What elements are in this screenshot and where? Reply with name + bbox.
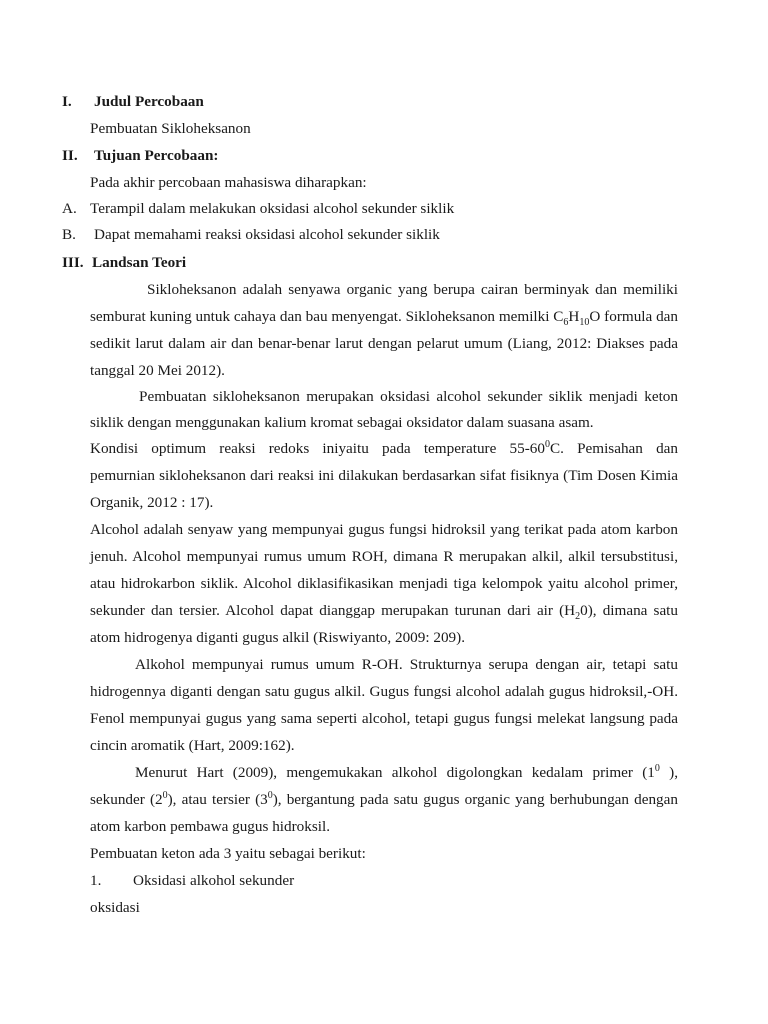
list-item-b-text: Dapat memahami reaksi oksidasi alcohol sekunder siklik (94, 226, 440, 243)
p3-line-2: pemurnian sikloheksanon dari reaksi ini dilakukan berdasarkan sifat fisiknya (Tim Dosen Kimia (90, 467, 678, 484)
p5-line-2: hidrogennya diganti dengan satu gugus alkil. Gugus fungsi alcohol adalah gugus hidroksil,-OH. (90, 683, 678, 700)
numbered-item-1-marker: 1. (90, 872, 102, 889)
section-3-number: III. (62, 254, 84, 271)
p7-line: Pembuatan keton ada 3 yaitu sebagai berikut: (90, 845, 366, 862)
section-3-title: Landsan Teori (92, 254, 187, 271)
p1-line-4: tanggal 20 Mei 2012). (90, 362, 225, 379)
p6-line-3: atom karbon pembawa gugus hidroksil. (90, 818, 331, 835)
section-2-number: II. (62, 147, 78, 164)
p6-line-1: Menurut Hart (2009), mengemukakan alkohol digolongkan kedalam primer ($1^0$ ), (135, 762, 678, 781)
list-item-a-text: Terampil dalam melakukan oksidasi alcohol sekunder siklik (90, 200, 455, 217)
p2-line-2: siklik dengan menggunakan kalium kromat sebagai oksidator dalam suasana asam. (90, 414, 594, 431)
p6-line-2: sekunder $(2^0)$, atau tersier $(3^0)$, bergantung pada satu gugus organic yang berhubungan dengan (90, 789, 678, 808)
last-line: oksidasi (90, 899, 140, 916)
p3-line-3: Organik, 2012 : 17). (90, 494, 214, 511)
p1-line-1: Sikloheksanon adalah senyawa organic yang berupa cairan berminyak dan memiliki (147, 281, 678, 298)
p4-line-1: Alcohol adalah senyaw yang mempunyai gugus fungsi hidroksil yang terikat pada atom karbon (90, 521, 678, 538)
section-1-number: I. (62, 93, 72, 110)
p1-line-2: semburat kuning untuk cahaya dan bau menyengat. Sikloheksanon memilki $C_6H_{10}O$ formula dan (90, 308, 678, 329)
p5-line-4: cincin aromatik (Hart, 2009:162). (90, 737, 295, 754)
p4-line-5: atom hidrogenya diganti gugus alkil (Riswiyanto, 2009: 209). (90, 629, 466, 646)
section-2-title: Tujuan Percobaan: (94, 147, 219, 164)
p2-line-1: Pembuatan sikloheksanon merupakan oksidasi alcohol sekunder siklik menjadi keton (139, 388, 678, 405)
p5-line-1: Alkohol mempunyai rumus umum R-OH. Strukturnya serupa dengan air, tetapi satu (135, 656, 678, 673)
list-item-a-marker: A. (62, 200, 77, 217)
section-2-intro: Pada akhir percobaan mahasiswa diharapkan: (90, 174, 367, 191)
section-1-text: Pembuatan Sikloheksanon (90, 120, 251, 137)
p5-line-3: Fenol mempunyai gugus yang sama seperti alcohol, tetapi gugus fungsi melekat langsung pada (90, 710, 678, 727)
list-item-b-marker: B. (62, 226, 76, 243)
numbered-item-1-text: Oksidasi alkohol sekunder (133, 872, 295, 889)
p4-line-4: sekunder dan tersier. Alcohol dapat dianggap merupakan turunan dari air $(H_20)$, dimana satu (90, 602, 678, 623)
section-1-title: Judul Percobaan (94, 93, 204, 110)
p4-line-2: jenuh. Alcohol mempunyai rumus umum ROH, dimana R merupakan alkil, alkil tersubstitusi, (90, 548, 678, 565)
p1-line-3: sedikit larut dalam air dan benar-benar larut dengan pelarut umum (Liang, 2012: Diakses pada (90, 335, 678, 352)
p3-line-1: Kondisi optimum reaksi redoks iniyaitu pada temperature $55-60^0C$. Pemisahan dan (90, 438, 678, 457)
p4-line-3: atau hidrokarbon siklik. Alcohol diklasifikasikan menjadi tiga kelompok yaitu alcohol primer, (90, 575, 678, 592)
